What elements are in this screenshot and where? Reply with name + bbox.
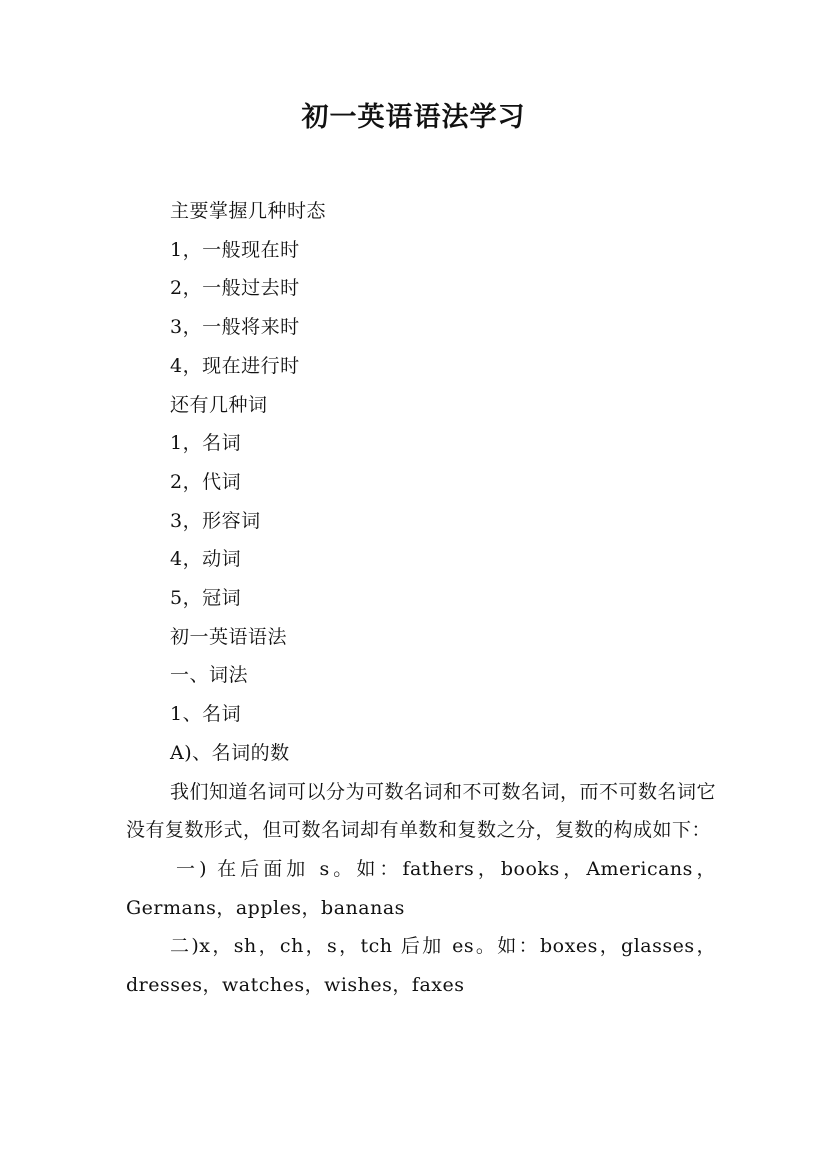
paragraph: 我们知道名词可以分为可数名词和不可数名词，而不可数名词它没有复数形式，但可数名词却有单数和复数之分，复数的构成如下：: [126, 780, 717, 842]
text-line: 4，现在进行时: [170, 354, 300, 377]
text-line: 主要掌握几种时态: [170, 200, 327, 222]
text-line: 2，一般过去时: [170, 277, 300, 300]
text-line: 1、名词: [170, 703, 242, 726]
document-title: 初一英语语法学习: [301, 102, 526, 133]
text-line: 初一英语语法: [170, 625, 288, 648]
text-line: A)、名词的数: [170, 741, 290, 764]
paragraph: 一) 在后面加 s。如：fathers，books，Americans，Germans，apples，bananas: [126, 857, 716, 919]
text-line: 一、词法: [170, 664, 249, 687]
text-line: 2，代词: [170, 470, 242, 493]
text-line: 3，一般将来时: [170, 316, 300, 339]
text-line: 4，动词: [170, 548, 242, 571]
text-line: 1，名词: [170, 432, 242, 455]
text-line: 5，冠词: [170, 587, 242, 610]
text-line: 1，一般现在时: [170, 238, 300, 261]
text-line: 还有几种词: [170, 393, 268, 416]
text-line: 3，形容词: [170, 509, 261, 532]
paragraph: 二)x，sh，ch，s，tch 后加 es。如：boxes，glasses，dresses，watches，wishes，faxes: [126, 935, 716, 997]
document-body: [126, 192, 716, 1005]
